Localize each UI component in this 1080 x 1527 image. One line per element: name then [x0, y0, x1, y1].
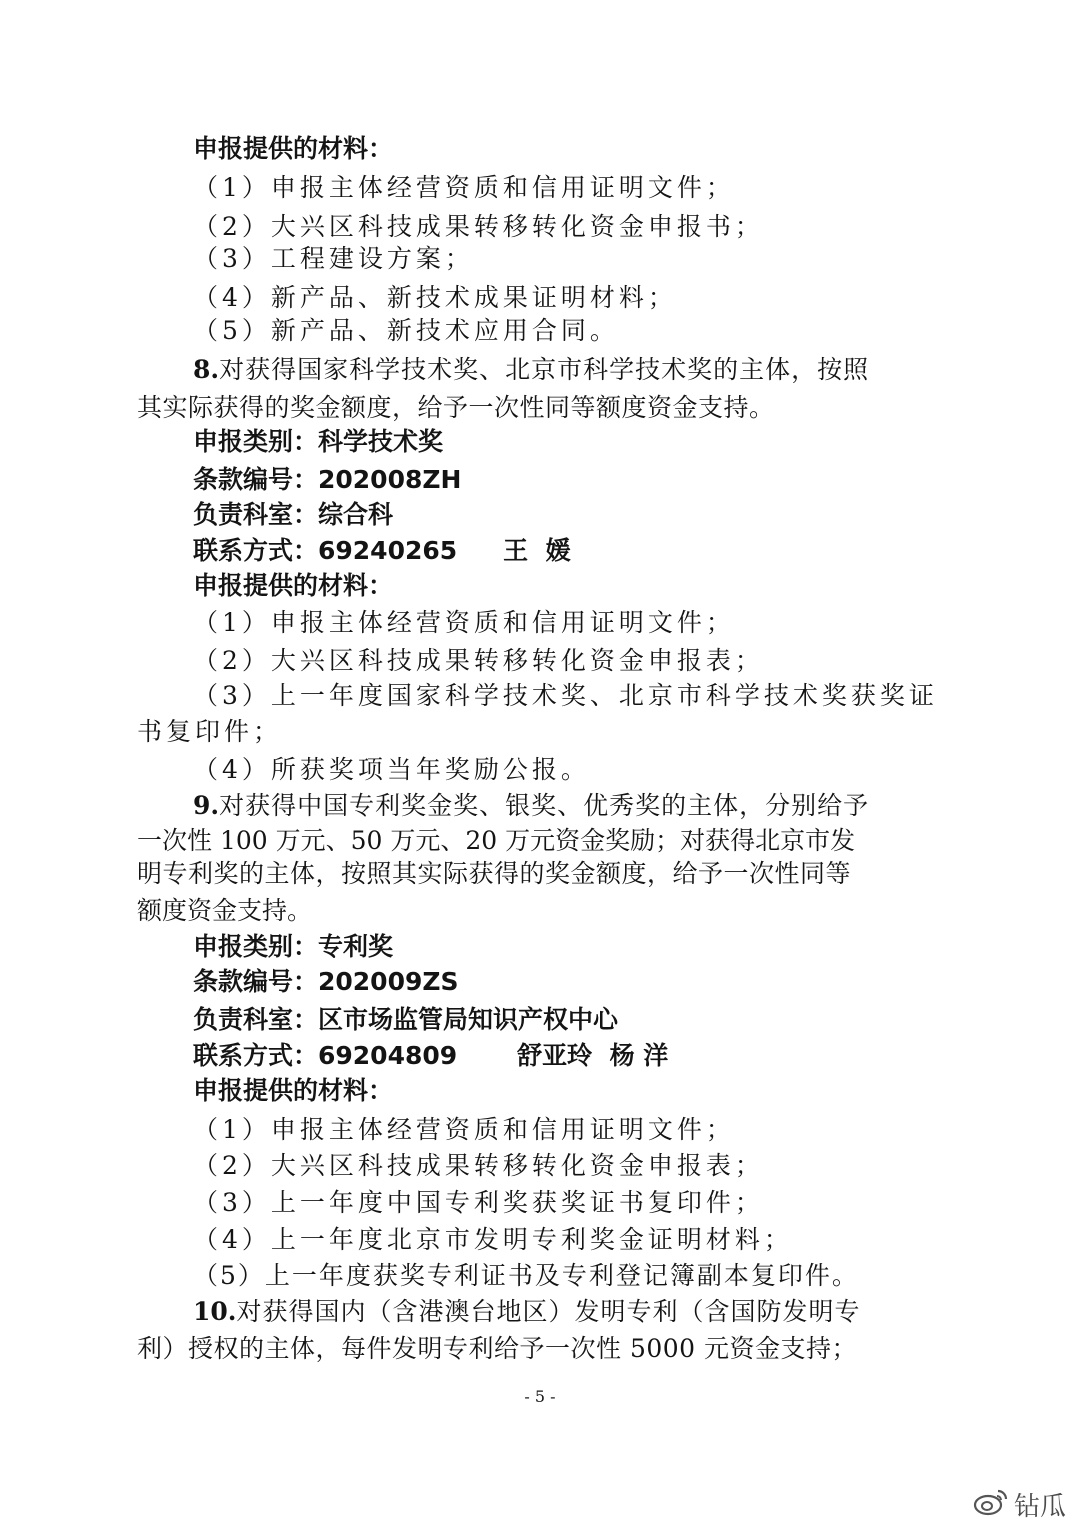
item-8-paragraph [193, 352, 869, 388]
item-number: 8. [193, 355, 220, 384]
list-item: （2）大兴区科技成果转移转化资金申报书； [193, 212, 764, 241]
paragraph-text: 对获得中国专利奖金奖、银奖、优秀奖的主体，分别给予 [219, 791, 870, 820]
list-item: （5）上一年度获奖专利证书及专利登记簿副本复印件。 [193, 1261, 859, 1290]
list-item: （4）上一年度北京市发明专利奖金证明材料； [193, 1225, 793, 1254]
list-item: （1）申报主体经营资质和信用证明文件； [193, 173, 735, 202]
list-item: （1）申报主体经营资质和信用证明文件； [193, 608, 735, 637]
paragraph-text: 一次性 100 万元、50 万元、20 万元资金奖励；对获得北京市发 [137, 826, 856, 855]
page-number: - 5 - [524, 1387, 556, 1406]
clause-line: 条款编号：202008ZH [193, 465, 462, 494]
list-item: （2）大兴区科技成果转移转化资金申报表； [193, 646, 764, 675]
paragraph-text: 利）授权的主体，每件发明专利给予一次性 5000 元资金支持； [137, 1334, 858, 1363]
list-item: （3）上一年度中国专利奖获奖证书复印件； [193, 1188, 764, 1217]
paragraph-text: 对获得国内（含港澳台地区）发明专利（含国防发明专 [236, 1297, 861, 1326]
contact-phone: 联系方式：69240265 [193, 536, 458, 565]
materials-heading: 申报提供的材料： [193, 571, 394, 600]
list-item: （4）新产品、新技术成果证明材料； [193, 283, 677, 312]
item-10-paragraph [193, 1294, 861, 1330]
item-9-paragraph [193, 788, 869, 824]
list-item: （3）上一年度国家科学技术奖、北京市科学技术奖获奖证 [193, 681, 938, 710]
list-item: （3）工程建设方案； [193, 244, 474, 273]
watermark [972, 1486, 1066, 1523]
materials-heading: 申报提供的材料： [193, 134, 394, 163]
paragraph-text: 其实际获得的奖金额度，给予一次性同等额度资金支持。 [137, 393, 775, 422]
clause-line: 条款编号：202009ZS [193, 967, 459, 996]
materials-heading: 申报提供的材料： [193, 1076, 394, 1105]
list-item: （4）所获奖项当年奖励公报。 [193, 755, 590, 784]
list-item-continuation: 书复印件； [137, 717, 283, 746]
watermark-text: 钻瓜 [1013, 1492, 1066, 1522]
contact-names: 舒亚玲 杨 洋 [517, 1041, 669, 1070]
paragraph-text: 额度资金支持。 [137, 896, 313, 925]
paragraph-text: 对获得国家科学技术奖、北京市科学技术奖的主体，按照 [219, 355, 870, 384]
list-item: （1）申报主体经营资质和信用证明文件； [193, 1115, 735, 1144]
contact-line [193, 533, 571, 569]
paragraph-text: 明专利奖的主体，按照其实际获得的奖金额度，给予一次性同等 [137, 859, 852, 888]
office-line: 负责科室：综合科 [193, 500, 394, 529]
category-line: 申报类别：专利奖 [193, 932, 394, 961]
category-line: 申报类别：科学技术奖 [193, 427, 444, 456]
weibo-icon [972, 1486, 1010, 1523]
list-item: （2）大兴区科技成果转移转化资金申报表； [193, 1151, 764, 1180]
item-number: 9. [193, 791, 220, 820]
contact-line [193, 1038, 668, 1074]
item-number: 10. [193, 1297, 237, 1326]
list-item: （5）新产品、新技术应用合同。 [193, 316, 619, 345]
office-line: 负责科室：区市场监管局知识产权中心 [193, 1005, 619, 1034]
contact-phone: 联系方式：69204809 [193, 1041, 458, 1070]
contact-names: 王 媛 [503, 536, 571, 565]
